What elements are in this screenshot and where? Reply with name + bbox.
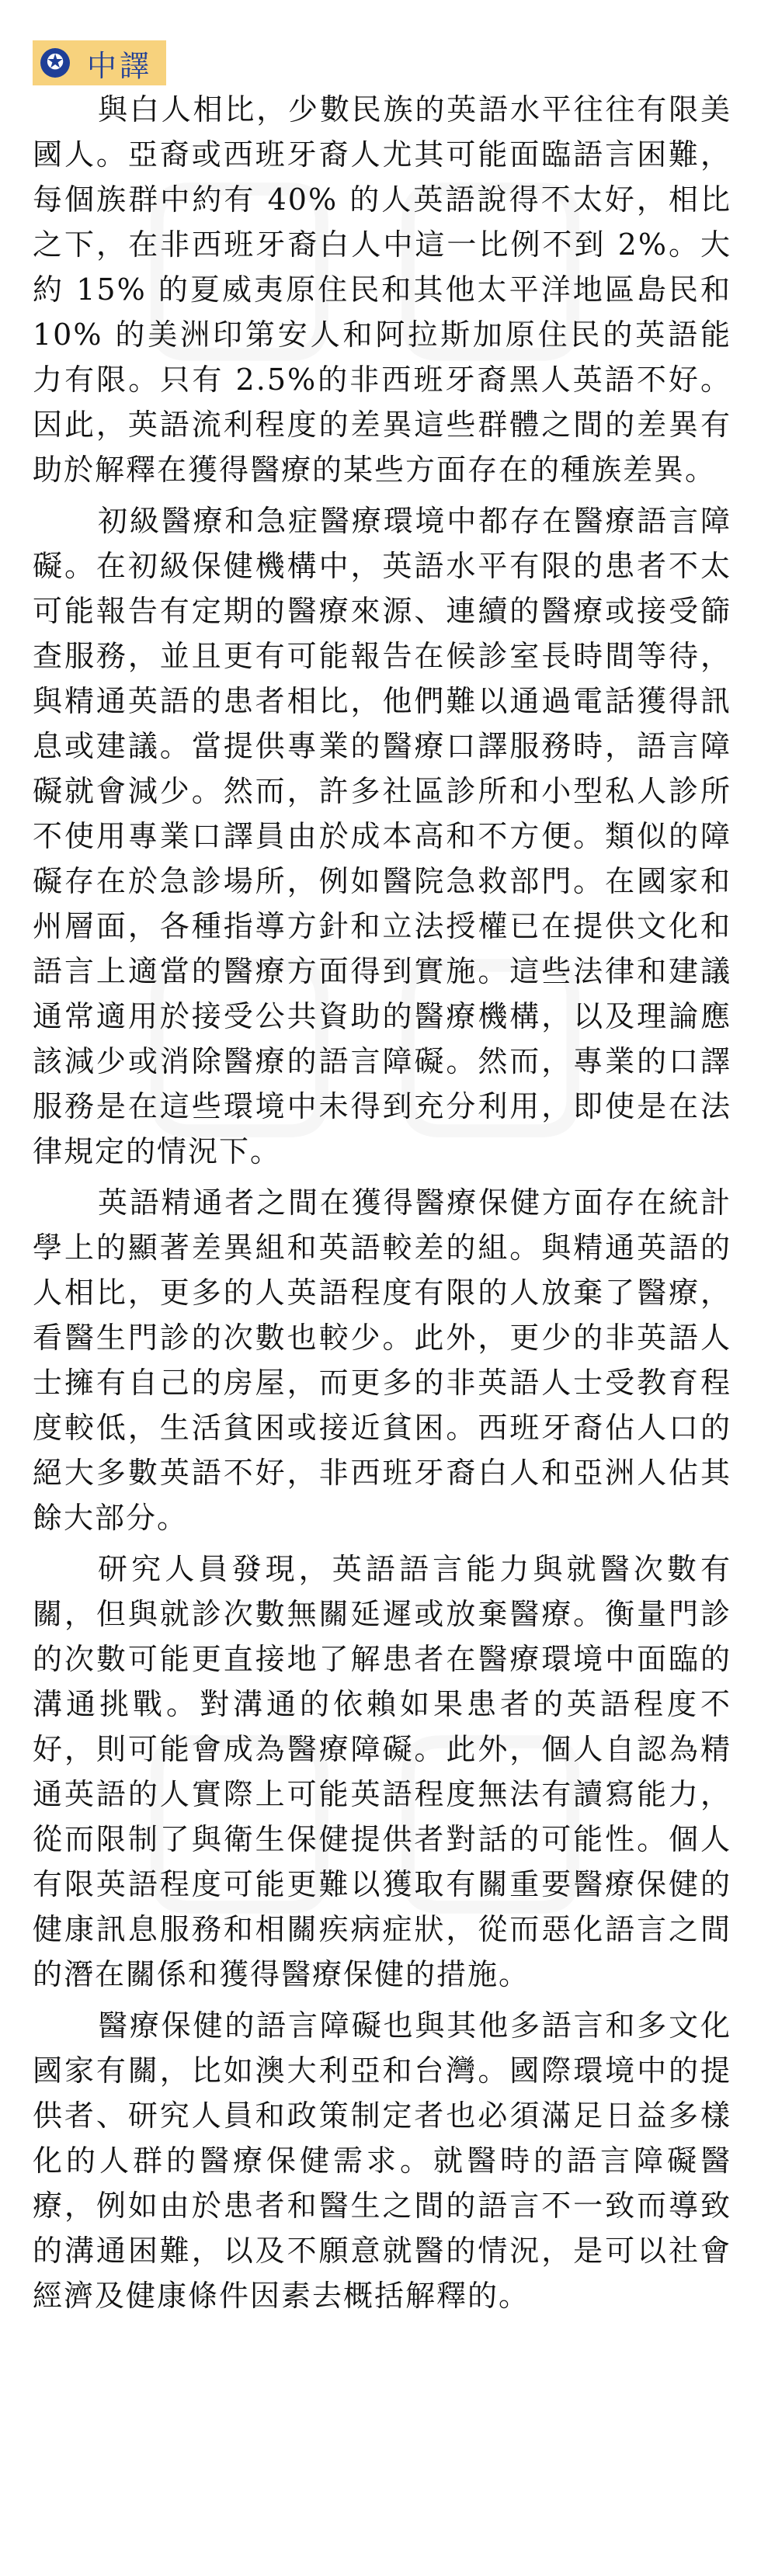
paragraph: 初級醫療和急症醫療環境中都存在醫療語言障礙。在初級保健機構中，英語水平有限的患者不太可能報告有定期的醫療來源、連續的醫療或接受篩查服務，並且更有可能報告在候診室長時間等待，與精通英語的患者相比，他們難以通過電話獲得訊息或建議。當提供專業的醫療口譯服務時，語言障礙就會減少。然而，許多社區診所和小型私人診所不使用專業口譯員由於成本高和不方便。類似的障礙存在於急診場所，例如醫院急救部門。在國家和州層面，各種指導方針和立法授權已在提供文化和語言上適當的醫療方面得到實施。這些法律和建議通常適用於接受公共資助的醫療機構，以及理論應該減少或消除醫療的語言障礙。然而，專業的口譯服務是在這些環境中未得到充分利用，即使是在法律規定的情況下。 [33, 504, 731, 1168]
article-body [33, 87, 731, 2324]
paragraph: 與白人相比，少數民族的英語水平往往有限美國人。亞裔或西班牙裔人尤其可能面臨語言困難，每個族群中約有 40% 的人英語說得不太好，相比之下，在非西班牙裔白人中這一比例不到 2%。大約 15% 的夏威夷原住民和其他太平洋地區島民和 10% 的美洲印第安人和阿拉斯加原住民的英語能力有限。只有 2.5%的非西班牙裔黑人英語不好。因此，英語流利程度的差異這些群體之間的差異有助於解釋在獲得醫療的某些方面存在的種族差異。 [33, 92, 731, 487]
paragraph: 研究人員發現，英語語言能力與就醫次數有關，但與就診次數無關延遲或放棄醫療。衡量門診的次數可能更直接地了解患者在醫療環境中面臨的溝通挑戰。對溝通的依賴如果患者的英語程度不好，則可能會成為醫療障礙。此外，個人自認為精通英語的人實際上可能英語程度無法有讀寫能力，從而限制了與衛生保健提供者對話的可能性。個人有限英語程度可能更難以獲取有關重要醫療保健的健康訊息服務和相關疾病症狀，從而惡化語言之間的潛在關係和獲得醫療保健的措施。 [33, 1552, 731, 1991]
paragraph: 醫療保健的語言障礙也與其他多語言和多文化國家有關，比如澳大利亞和台灣。國際環境中的提供者、研究人員和政策制定者也必須滿足日益多樣化的人群的醫療保健需求。就醫時的語言障礙醫療，例如由於患者和醫生之間的語言不一致而導致的溝通困難，以及不願意就醫的情況，是可以社會經濟及健康條件因素去概括解釋的。 [33, 2008, 731, 2313]
paragraph: 英語精通者之間在獲得醫療保健方面存在統計學上的顯著差異組和英語較差的組。與精通英語的人相比，更多的人英語程度有限的人放棄了醫療，看醫生門診的次數也較少。此外，更少的非英語人士擁有自己的房屋，而更多的非英語人士受教育程度較低，生活貧困或接近貧困。西班牙裔佔人口的絕大多數英語不好，非西班牙裔白人和亞洲人佔其餘大部分。 [33, 1186, 731, 1535]
section-title: 中譯 [87, 48, 153, 83]
star-icon: ✪ [40, 48, 70, 78]
section-header [33, 40, 166, 85]
